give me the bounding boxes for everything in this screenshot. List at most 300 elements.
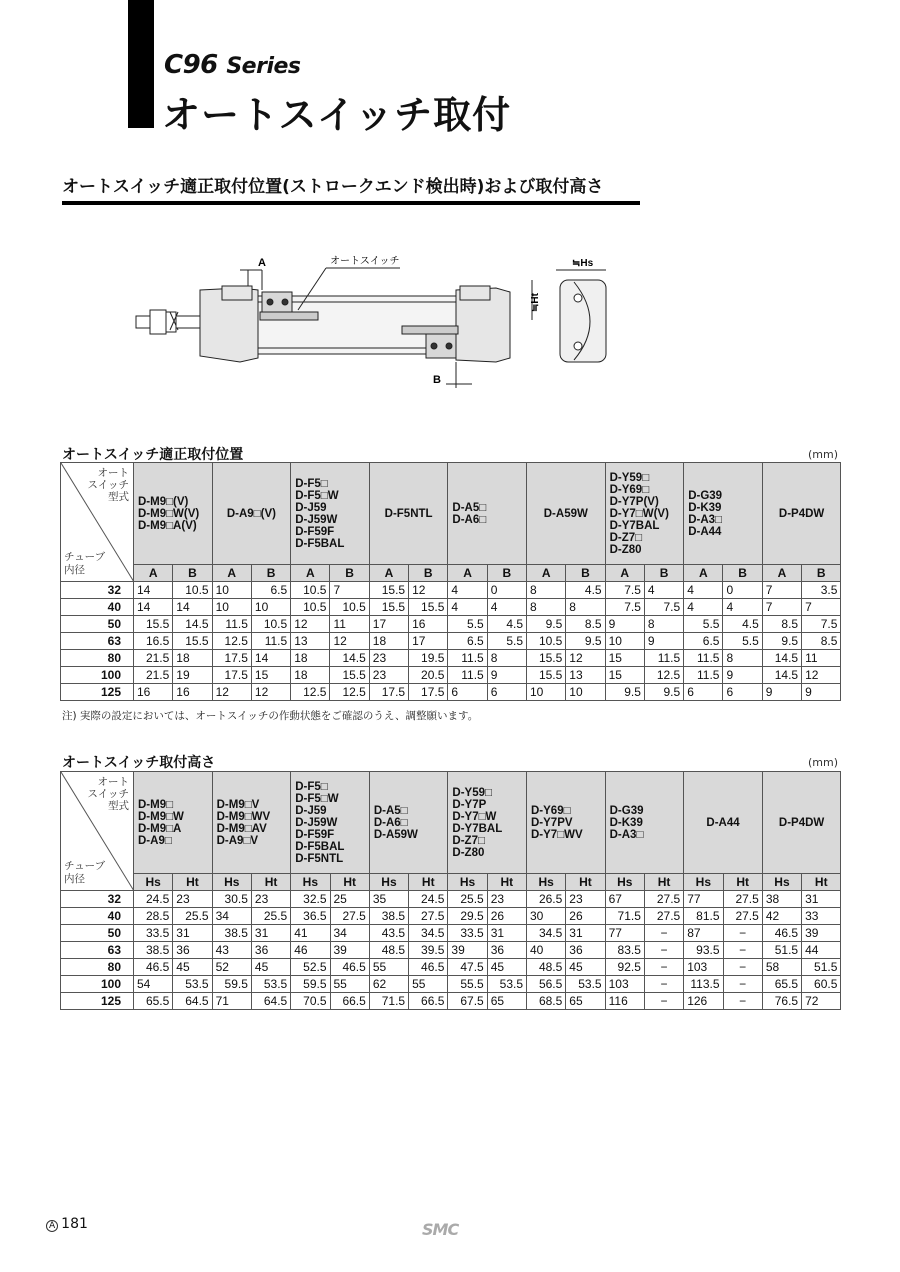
table-cell: 46.5 [762,925,801,942]
table-cell: 8 [487,650,526,667]
table-cell: 65 [487,993,526,1010]
table-cell: 9 [762,684,801,701]
table2-title: オートスイッチ取付高さ [62,755,216,771]
table-cell: 23 [369,650,408,667]
table-cell: 33.5 [134,925,173,942]
table-cell: 33.5 [448,925,487,942]
table-cell: 8 [644,616,683,633]
table-cell: 10 [212,599,251,616]
model-header: D-G39 D-K39 D-A3□ D-A44 [684,463,763,565]
table-cell: 31 [251,925,290,942]
table-corner: オート スイッチ 型式 チューブ 内径 [61,463,134,582]
model-header: D-M9□V D-M9□WV D-M9□AV D-A9□V [212,772,291,874]
table-cell: 10 [527,684,566,701]
table-cell: 66.5 [409,993,448,1010]
sub-header: B [173,565,212,582]
sub-header: Hs [291,874,330,891]
table-cell: 38.5 [134,942,173,959]
table-cell: 17.5 [212,667,251,684]
table-cell: − [644,993,683,1010]
table-cell: 64.5 [251,993,290,1010]
sub-header: Ht [566,874,605,891]
bore-size: 125 [61,684,134,701]
table-cell: 26.5 [527,891,566,908]
table-cell: 14.5 [330,650,369,667]
model-header: D-F5□ D-F5□W D-J59 D-J59W D-F59F D-F5BAL [291,463,370,565]
table-cell: 34 [212,908,251,925]
table-cell: 12.5 [330,684,369,701]
table-cell: 10.5 [527,633,566,650]
table-cell: 67 [605,891,644,908]
table-cell: 46.5 [330,959,369,976]
table-cell: 3.5 [802,582,841,599]
model-header: D-Y59□ D-Y7P D-Y7□W D-Y7BAL D-Z7□ D-Z80 [448,772,527,874]
bore-size: 50 [61,616,134,633]
sub-header: A [684,565,723,582]
table-cell: 18 [369,633,408,650]
table-cell: 55 [330,976,369,993]
table-cell: 35 [369,891,408,908]
table-cell: 15.5 [369,582,408,599]
sub-header: B [723,565,762,582]
table-cell: 4 [684,599,723,616]
table-cell: 17.5 [369,684,408,701]
sub-header: B [644,565,683,582]
table-cell: 16 [409,616,448,633]
table-row [61,667,841,684]
table-cell: 4 [487,599,526,616]
table-cell: 31 [173,925,212,942]
table-cell: 40 [527,942,566,959]
table-cell: 8.5 [762,616,801,633]
table-cell: 6 [448,684,487,701]
table-cell: 23 [566,891,605,908]
table-cell: 31 [566,925,605,942]
table-cell: 7.5 [605,582,644,599]
table-cell: 53.5 [173,976,212,993]
table-cell: 46.5 [409,959,448,976]
table-row [61,891,841,908]
sub-header: Ht [251,874,290,891]
table-cell: 25.5 [448,891,487,908]
table-cell: 55 [409,976,448,993]
model-header: D-P4DW [762,463,841,565]
table-cell: 11.5 [684,650,723,667]
table-cell: 0 [487,582,526,599]
table-cell: − [723,976,762,993]
table-row [61,599,841,616]
title-accent-bar [128,0,154,128]
smc-logo: SMC [422,1220,459,1239]
bore-size: 50 [61,925,134,942]
table-cell: 31 [802,891,841,908]
table-cell: 18 [291,650,330,667]
table-cell: 70.5 [291,993,330,1010]
sub-header: Ht [330,874,369,891]
table-cell: 126 [684,993,723,1010]
table-row [61,616,841,633]
table-cell: 17.5 [212,650,251,667]
table-cell: 9 [802,684,841,701]
sub-header: A [762,565,801,582]
table-cell: 23 [369,667,408,684]
table-cell: 39 [448,942,487,959]
table-cell: 38.5 [212,925,251,942]
table-cell: 7.5 [644,599,683,616]
table-cell: 14.5 [762,650,801,667]
sub-header: Ht [409,874,448,891]
table-row [61,908,841,925]
table-cell: 51.5 [762,942,801,959]
table-cell: 15.5 [173,633,212,650]
table-cell: 21.5 [134,667,173,684]
table-cell: 53.5 [566,976,605,993]
table-cell: 54 [134,976,173,993]
table-cell: − [644,959,683,976]
page-number: A 181 [46,1216,88,1232]
table-cell: 103 [684,959,723,976]
table-cell: 0 [723,582,762,599]
table-cell: 23 [487,891,526,908]
table-cell: 10 [566,684,605,701]
table-cell: 33 [802,908,841,925]
table-cell: 29.5 [448,908,487,925]
table-cell: 4.5 [487,616,526,633]
table-cell: 34.5 [527,925,566,942]
model-header: D-M9□(V) D-M9□W(V) D-M9□A(V) [134,463,213,565]
table-cell: 16 [134,684,173,701]
table-corner: オート スイッチ 型式 チューブ 内径 [61,772,134,891]
table-cell: 7 [762,582,801,599]
table-row [61,650,841,667]
table-cell: 4 [448,582,487,599]
table-cell: − [723,959,762,976]
table-cell: 9.5 [644,684,683,701]
table-cell: 45 [251,959,290,976]
table-cell: 20.5 [409,667,448,684]
bore-size: 40 [61,908,134,925]
mounting-position-table [60,462,841,701]
table-cell: 5.5 [487,633,526,650]
table-cell: 15 [605,650,644,667]
bore-size: 40 [61,599,134,616]
table-cell: 6 [723,684,762,701]
table-cell: 11.5 [251,633,290,650]
table-cell: 15 [605,667,644,684]
table-cell: 14.5 [173,616,212,633]
bore-size: 63 [61,633,134,650]
table-cell: 10.5 [291,582,330,599]
table-cell: 5.5 [448,616,487,633]
sub-header: A [527,565,566,582]
table-cell: 6.5 [251,582,290,599]
table-cell: 48.5 [527,959,566,976]
table-cell: 28.5 [134,908,173,925]
table-cell: 113.5 [684,976,723,993]
sub-header: Hs [527,874,566,891]
table-cell: 12 [409,582,448,599]
table-cell: 15 [251,667,290,684]
table-cell: 43 [212,942,251,959]
table1-note: 注) 実際の設定においては、オートスイッチの作動状態をご確認のうえ、調整願います。 [62,710,479,722]
model-header: D-A44 [684,772,763,874]
table-cell: 66.5 [330,993,369,1010]
table-cell: 9.5 [762,633,801,650]
table-cell: 7 [330,582,369,599]
table-cell: 14 [134,599,173,616]
table-cell: 39 [330,942,369,959]
table-cell: 51.5 [802,959,841,976]
series-name: C96 Series [164,50,301,80]
table-cell: 103 [605,976,644,993]
table-cell: 15.5 [527,650,566,667]
table-cell: 67.5 [448,993,487,1010]
sub-header: A [291,565,330,582]
label-switch: オートスイッチ [330,256,400,267]
table-cell: 36.5 [291,908,330,925]
table-cell: 24.5 [134,891,173,908]
table-cell: 65.5 [762,976,801,993]
table-cell: 9 [723,667,762,684]
table-cell: 12 [251,684,290,701]
table-cell: 30 [527,908,566,925]
table-cell: 13 [566,667,605,684]
table-cell: 10.5 [330,599,369,616]
sub-header: B [409,565,448,582]
table-cell: 9.5 [605,684,644,701]
table-cell: 16 [173,684,212,701]
mounting-height-table [60,771,841,1010]
table-cell: 53.5 [251,976,290,993]
table-cell: 39 [802,925,841,942]
table-row [61,976,841,993]
table-cell: 6.5 [448,633,487,650]
table-cell: 7 [802,599,841,616]
table-cell: 27.5 [409,908,448,925]
table-cell: − [644,925,683,942]
model-header: D-Y69□ D-Y7PV D-Y7□WV [527,772,606,874]
table-cell: 12 [330,633,369,650]
table-cell: 34.5 [409,925,448,942]
bore-size: 63 [61,942,134,959]
sub-header: Hs [369,874,408,891]
table-cell: 5.5 [723,633,762,650]
table-cell: 25.5 [173,908,212,925]
bore-size: 100 [61,667,134,684]
table-cell: 11.5 [448,667,487,684]
table-cell: 10.5 [251,616,290,633]
table-cell: 18 [173,650,212,667]
table-cell: 8 [566,599,605,616]
bore-size: 80 [61,959,134,976]
table-cell: 41 [291,925,330,942]
table-cell: 77 [684,891,723,908]
section-title: オートスイッチ適正取付位置(ストロークエンド検出時)および取付高さ [62,172,640,205]
table-cell: 25 [330,891,369,908]
table-cell: 59.5 [291,976,330,993]
table1-title: オートスイッチ適正取付位置 [62,447,244,463]
table-row [61,959,841,976]
model-header: D-F5NTL [369,463,448,565]
table-cell: 4 [723,599,762,616]
sub-header: Hs [134,874,173,891]
table-cell: 15.5 [330,667,369,684]
table-cell: 38.5 [369,908,408,925]
table-cell: 12.5 [644,667,683,684]
table-row [61,582,841,599]
table-cell: 76.5 [762,993,801,1010]
table-cell: 18 [291,667,330,684]
table-cell: 93.5 [684,942,723,959]
table-cell: 6 [487,684,526,701]
sub-header: Hs [448,874,487,891]
table-cell: 52.5 [291,959,330,976]
table-cell: 34 [330,925,369,942]
table-cell: − [723,993,762,1010]
table-cell: 11.5 [212,616,251,633]
sub-header: Ht [644,874,683,891]
table-cell: 8.5 [802,633,841,650]
table-cell: 27.5 [644,908,683,925]
sub-header: B [487,565,526,582]
table-cell: 11.5 [448,650,487,667]
sub-header: Ht [723,874,762,891]
table-cell: 55.5 [448,976,487,993]
table1-unit: (mm) [807,448,838,461]
table-cell: 38 [762,891,801,908]
table-cell: 11 [330,616,369,633]
table-cell: 71.5 [369,993,408,1010]
table-cell: 62 [369,976,408,993]
bore-size: 80 [61,650,134,667]
table-cell: 52 [212,959,251,976]
table-cell: 46 [291,942,330,959]
table-cell: 64.5 [173,993,212,1010]
table-cell: 8 [527,599,566,616]
table-cell: 36 [487,942,526,959]
sub-header: Hs [684,874,723,891]
table-cell: 17.5 [409,684,448,701]
sub-header: Hs [212,874,251,891]
table-cell: 10 [251,599,290,616]
sub-header: B [802,565,841,582]
sub-header: B [251,565,290,582]
table-cell: 36 [566,942,605,959]
bore-size: 125 [61,993,134,1010]
table-cell: 68.5 [527,993,566,1010]
table-cell: 4.5 [566,582,605,599]
table-cell: 58 [762,959,801,976]
table-cell: 17 [369,616,408,633]
table-cell: 55 [369,959,408,976]
sub-header: Hs [605,874,644,891]
table-cell: 27.5 [644,891,683,908]
table-cell: 53.5 [487,976,526,993]
bore-size: 100 [61,976,134,993]
model-header: D-Y59□ D-Y69□ D-Y7P(V) D-Y7□W(V) D-Y7BAL D-Z7□ D-Z80 [605,463,684,565]
table-cell: 44 [802,942,841,959]
table-cell: 26 [487,908,526,925]
table-cell: 17 [409,633,448,650]
table-cell: 16.5 [134,633,173,650]
table-cell: 12.5 [291,684,330,701]
table-cell: 72 [802,993,841,1010]
table-cell: 14 [173,599,212,616]
table-cell: 43.5 [369,925,408,942]
model-header: D-M9□ D-M9□W D-M9□A D-A9□ [134,772,213,874]
table-cell: 26 [566,908,605,925]
label-b: B [433,374,441,386]
table-cell: 45 [566,959,605,976]
table-cell: 10 [212,582,251,599]
table-cell: 14.5 [762,667,801,684]
table-cell: 36 [173,942,212,959]
table-cell: 60.5 [802,976,841,993]
table-cell: 15.5 [134,616,173,633]
table-cell: 30.5 [212,891,251,908]
table-cell: 42 [762,908,801,925]
table-row [61,942,841,959]
table-cell: 10.5 [291,599,330,616]
table-cell: 5.5 [684,616,723,633]
table-cell: 15.5 [527,667,566,684]
table-cell: 12 [802,667,841,684]
table-cell: 8 [723,650,762,667]
table-cell: 4.5 [723,616,762,633]
sub-header: B [330,565,369,582]
table-cell: 11.5 [644,650,683,667]
table-cell: 8.5 [566,616,605,633]
table-cell: 59.5 [212,976,251,993]
table-row [61,633,841,650]
table-cell: 71 [212,993,251,1010]
table-cell: 12.5 [212,633,251,650]
sub-header: B [566,565,605,582]
label-a: A [258,257,266,269]
sub-header: A [212,565,251,582]
table-cell: 4 [684,582,723,599]
table-cell: 24.5 [409,891,448,908]
label-hs: ≒Hs [572,258,594,269]
label-ht: ≒Ht [530,293,541,312]
sub-header: Hs [762,874,801,891]
table-cell: 15.5 [409,599,448,616]
table-cell: 47.5 [448,959,487,976]
table-cell: − [644,976,683,993]
table-cell: 25.5 [251,908,290,925]
page-title: オートスイッチ取付 [162,93,512,137]
table-cell: 9.5 [566,633,605,650]
model-header: D-A5□ D-A6□ [448,463,527,565]
table-cell: − [723,925,762,942]
table-cell: 45 [173,959,212,976]
table-cell: 36 [251,942,290,959]
table-cell: 10.5 [173,582,212,599]
sub-header: A [369,565,408,582]
bore-size: 32 [61,582,134,599]
table-cell: 9 [605,616,644,633]
table-cell: 83.5 [605,942,644,959]
table-cell: 27.5 [723,891,762,908]
table-cell: 8 [527,582,566,599]
table-cell: 92.5 [605,959,644,976]
table-cell: 10 [605,633,644,650]
table-cell: 7.5 [605,599,644,616]
bore-size: 32 [61,891,134,908]
table-cell: 4 [448,599,487,616]
table-cell: 7 [762,599,801,616]
table-cell: 65.5 [134,993,173,1010]
